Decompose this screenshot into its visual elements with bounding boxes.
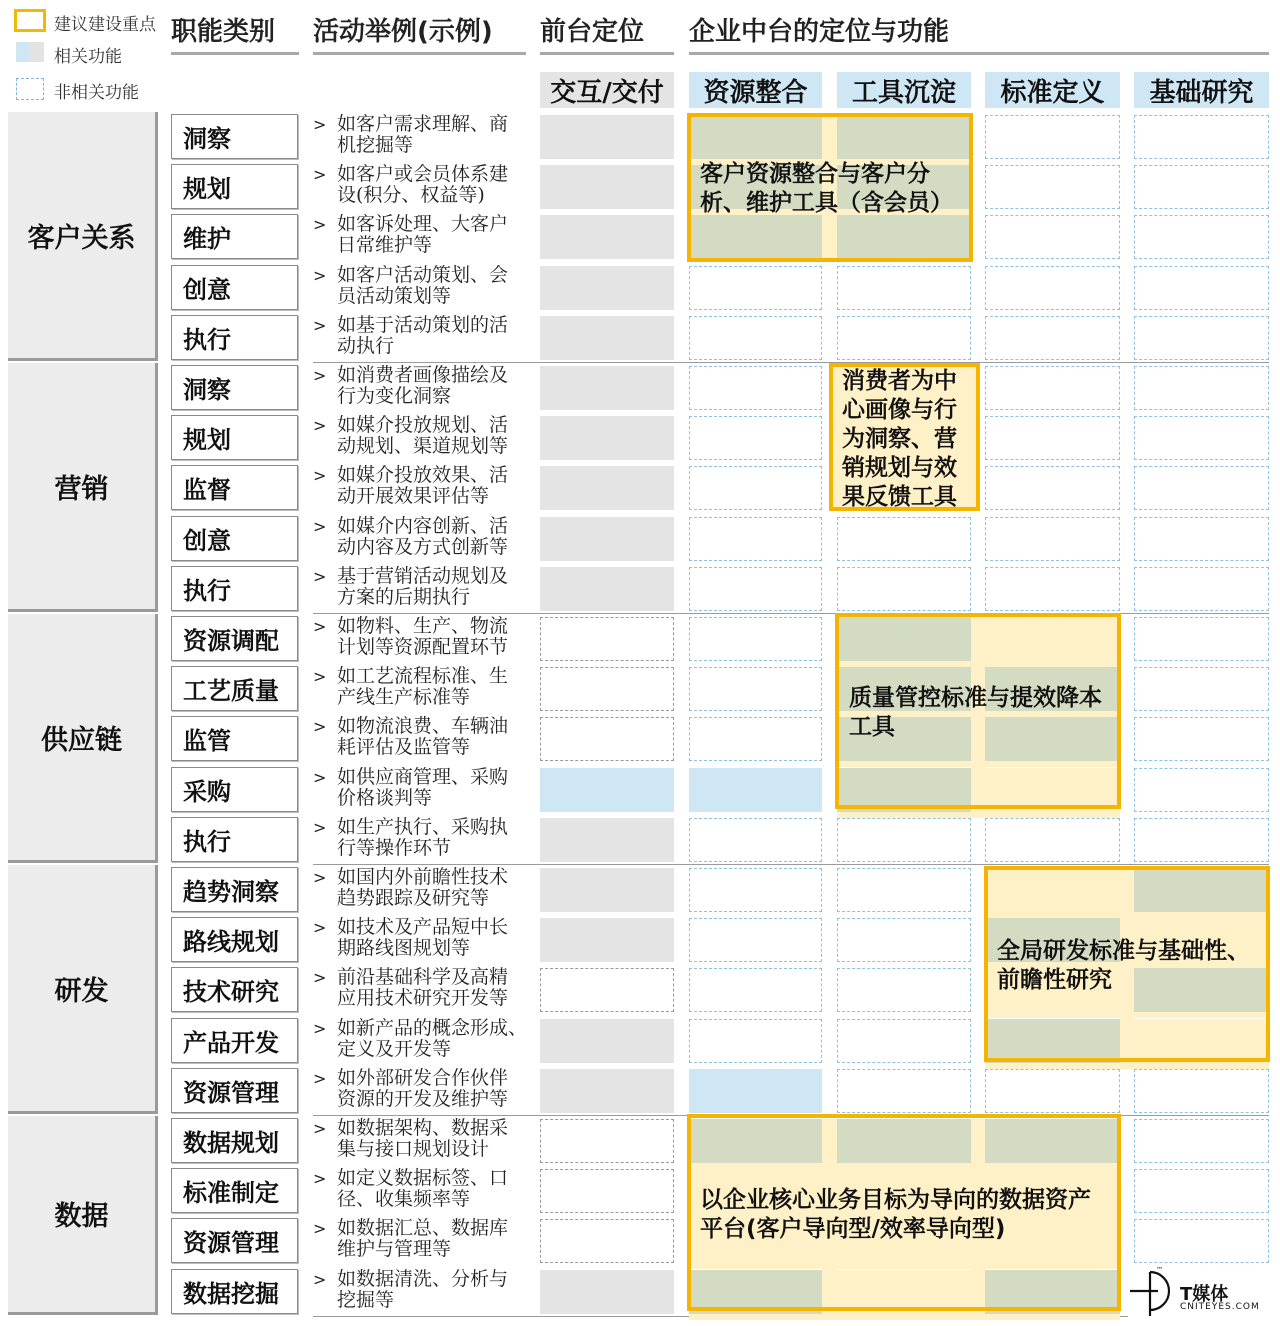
section-divider [313, 362, 1269, 363]
activity-example [313, 516, 533, 562]
chevron-right-icon: > [313, 366, 327, 385]
activity-line: 如客户活动策划、会 [337, 263, 509, 286]
front-cell [540, 818, 674, 862]
activity-text [337, 465, 533, 507]
activity-example [313, 716, 533, 762]
activity-line: 资源的开发及维护等 [337, 1087, 509, 1110]
activity-line: 如消费者画像描绘及 [337, 364, 509, 386]
middle-cell [985, 115, 1120, 159]
activity-line: 径、收集频率等 [337, 1188, 471, 1211]
function-label: 数据挖掘 [171, 1269, 298, 1314]
activity-example [313, 767, 533, 813]
activity-example [313, 1168, 533, 1214]
activity-line: 如媒介投放效果、活 [337, 464, 509, 487]
chevron-right-icon: > [313, 767, 327, 787]
activity-text [337, 616, 533, 658]
header-underline [540, 52, 674, 55]
activity-text [337, 1118, 533, 1160]
activity-example [313, 566, 533, 612]
chevron-right-icon: > [313, 1119, 327, 1138]
middle-cell [689, 868, 822, 912]
activity-text [337, 315, 533, 357]
activity-text [337, 767, 533, 809]
middle-cell [689, 1019, 822, 1063]
column-header-middle: 资源整合 [689, 72, 822, 108]
middle-cell [689, 366, 822, 410]
front-cell [540, 918, 674, 962]
category-label: 营销 [8, 363, 158, 612]
activity-example [313, 666, 533, 712]
chevron-right-icon: > [313, 215, 327, 235]
middle-cell [689, 818, 822, 862]
middle-cell [1134, 768, 1269, 812]
middle-cell [837, 316, 971, 360]
focus-highlight-text: 全局研发标准与基础性、前瞻性研究 [997, 938, 1250, 993]
front-cell [540, 517, 674, 561]
function-label: 创意 [171, 516, 298, 561]
activity-text [337, 114, 533, 156]
activity-line: 如客诉处理、大客户 [337, 213, 509, 236]
activity-line: 员活动策划等 [337, 284, 452, 307]
activity-text [337, 1068, 533, 1110]
function-label: 趋势洞察 [171, 867, 298, 912]
middle-cell [689, 266, 822, 310]
front-cell [540, 316, 674, 360]
middle-cell [837, 1019, 971, 1063]
activity-line: 动内容及方式创新等 [337, 535, 509, 558]
highlight-fill [689, 1314, 1120, 1320]
front-cell [540, 416, 674, 460]
middle-cell [1134, 266, 1269, 310]
activity-text [337, 1218, 533, 1260]
middle-cell [837, 868, 971, 912]
chevron-right-icon: > [313, 1018, 327, 1038]
activity-line: 日常维护等 [337, 234, 433, 257]
activity-line: 定义及开发等 [337, 1037, 452, 1060]
middle-cell [985, 215, 1120, 259]
middle-cell [837, 1069, 971, 1113]
middle-cell [689, 968, 822, 1012]
activity-example [313, 817, 533, 863]
front-cell [540, 466, 674, 510]
middle-cell [985, 517, 1120, 561]
middle-cell [837, 266, 971, 310]
function-label: 监管 [171, 716, 298, 761]
chevron-right-icon: > [313, 617, 327, 636]
middle-cell [689, 416, 822, 460]
activity-line: 如新产品的概念形成、 [337, 1016, 528, 1039]
middle-cell [1134, 165, 1269, 209]
middle-cell [1134, 1069, 1269, 1113]
chevron-right-icon: > [313, 115, 327, 134]
middle-cell [837, 968, 971, 1012]
function-label: 资源管理 [171, 1218, 298, 1263]
middle-cell [1134, 717, 1269, 761]
activity-example [313, 114, 533, 160]
activity-example [313, 917, 533, 963]
activity-line: 如客户需求理解、商 [337, 113, 509, 135]
activity-text [337, 265, 533, 307]
function-label: 产品开发 [171, 1018, 298, 1063]
middle-cell [1134, 466, 1269, 510]
front-cell [540, 667, 674, 711]
header-underline [171, 52, 299, 55]
front-cell [540, 868, 674, 912]
activity-line: 如供应商管理、采购 [337, 765, 509, 788]
legend-unrelated-label: 非相关功能 [54, 83, 139, 103]
front-cell [540, 1069, 674, 1113]
middle-cell [689, 617, 822, 661]
chevron-right-icon: > [313, 416, 327, 436]
middle-cell [985, 818, 1120, 862]
activity-line: 方案的后期执行 [337, 585, 471, 608]
front-cell [540, 115, 674, 159]
middle-cell [985, 266, 1120, 310]
middle-cell [985, 567, 1120, 611]
function-label: 工艺质量 [171, 666, 298, 711]
chevron-right-icon: > [313, 466, 327, 486]
front-cell [540, 1270, 674, 1314]
activity-line: 如国内外前瞻性技术 [337, 866, 509, 888]
activity-text [337, 1018, 533, 1060]
activity-example [313, 1269, 533, 1315]
middle-cell [1134, 1119, 1269, 1163]
legend-related-label: 相关功能 [54, 47, 122, 67]
activity-example [313, 315, 533, 361]
front-cell [540, 266, 674, 310]
front-cell [540, 567, 674, 611]
middle-cell [985, 165, 1120, 209]
function-label: 资源调配 [171, 616, 298, 661]
brand-logo [1128, 1266, 1274, 1318]
activity-line: 如数据清洗、分析与 [337, 1267, 509, 1290]
activity-line: 产线生产标准等 [337, 686, 471, 709]
chevron-right-icon: > [313, 918, 327, 938]
chevron-right-icon: > [313, 566, 327, 586]
legend-related-swatch [16, 42, 44, 62]
highlight-fill [985, 1063, 1269, 1069]
chevron-right-icon: > [313, 265, 327, 285]
activity-line: 如媒介内容创新、活 [337, 514, 509, 537]
section-divider [313, 613, 1269, 614]
highlight-fill [837, 812, 1120, 818]
column-header-middle: 标准定义 [985, 72, 1120, 108]
middle-cell [1134, 818, 1269, 862]
activity-line: 趋势跟踪及研究等 [337, 887, 490, 909]
function-label: 执行 [171, 817, 298, 862]
middle-cell [837, 818, 971, 862]
middle-cell [985, 316, 1120, 360]
activity-line: 如数据架构、数据采 [337, 1117, 509, 1139]
activity-line: 动开展效果评估等 [337, 485, 490, 508]
activity-example [313, 365, 533, 411]
activity-line: 如定义数据标签、口 [337, 1167, 509, 1190]
legend-focus-label: 建议建设重点 [54, 15, 156, 35]
front-cell [540, 1169, 674, 1213]
middle-cell [1134, 316, 1269, 360]
chevron-right-icon: > [313, 315, 327, 335]
front-cell [540, 968, 674, 1012]
chevron-right-icon: > [313, 667, 327, 687]
middle-cell [1134, 366, 1269, 410]
middle-cell [689, 567, 822, 611]
activity-line: 如工艺流程标准、生 [337, 665, 509, 688]
middle-cell [837, 918, 971, 962]
activity-example [313, 214, 533, 260]
function-label: 技术研究 [171, 967, 298, 1012]
middle-cell [985, 1069, 1120, 1113]
activity-line: 耗评估及监管等 [337, 736, 471, 759]
middle-cell [1134, 567, 1269, 611]
middle-cell [1134, 517, 1269, 561]
activity-text [337, 967, 533, 1009]
column-header-middle: 工具沉淀 [837, 72, 971, 108]
activity-line: 挖掘等 [337, 1288, 395, 1311]
activity-line: 如基于活动策划的活 [337, 313, 509, 336]
category-label: 研发 [8, 865, 158, 1114]
front-cell [540, 366, 674, 410]
function-label: 洞察 [171, 114, 298, 159]
activity-example [313, 967, 533, 1013]
focus-highlight-text: 客户资源整合与客户分析、维护工具（含会员） [700, 161, 953, 216]
middle-cell [689, 667, 822, 711]
activity-line: 动执行 [337, 334, 395, 357]
middle-cell [837, 517, 971, 561]
middle-cell [985, 466, 1120, 510]
activity-line: 如媒介投放规划、活 [337, 414, 509, 437]
activity-example [313, 1068, 533, 1114]
chevron-right-icon: > [313, 717, 327, 737]
middle-cell [1134, 617, 1269, 661]
legend-unrelated-swatch [16, 78, 44, 100]
middle-cell [689, 316, 822, 360]
front-cell [540, 1219, 674, 1263]
category-label: 客户关系 [8, 112, 158, 361]
activity-line: 机挖掘等 [337, 134, 414, 156]
function-label: 洞察 [171, 365, 298, 410]
activity-text [337, 365, 533, 407]
activity-text [337, 917, 533, 959]
chevron-right-icon: > [313, 1169, 327, 1189]
activity-line: 行等操作环节 [337, 836, 452, 859]
activity-line: 行为变化洞察 [337, 385, 452, 407]
middle-cell [1134, 1219, 1269, 1263]
function-label: 资源管理 [171, 1068, 298, 1113]
activity-example [313, 164, 533, 210]
header-front-position: 前台定位 [540, 17, 645, 47]
activity-line: 价格谈判等 [337, 786, 433, 809]
activity-line: 前沿基础科学及高精 [337, 966, 509, 989]
focus-highlight-text: 消费者为中心画像与行为洞察、营销规划与效果反馈工具 [842, 368, 957, 510]
middle-cell [689, 768, 822, 812]
activity-line: 应用技术研究开发等 [337, 987, 509, 1010]
front-cell [540, 1119, 674, 1163]
function-label: 执行 [171, 315, 298, 360]
chevron-right-icon: > [313, 1269, 327, 1289]
middle-cell [1134, 115, 1269, 159]
legend-focus-swatch [14, 9, 46, 32]
front-cell [540, 215, 674, 259]
activity-line: 维护与管理等 [337, 1238, 452, 1261]
logo-mark-icon [1128, 1266, 1176, 1318]
activity-text [337, 164, 533, 206]
header-activity-examples: 活动举例(示例) [313, 17, 493, 47]
middle-cell [1134, 215, 1269, 259]
chevron-right-icon: > [313, 817, 327, 837]
activity-text [337, 566, 533, 608]
activity-line: 计划等资源配置环节 [337, 636, 509, 658]
activity-example [313, 1218, 533, 1264]
header-function-category: 职能类别 [171, 17, 276, 47]
middle-cell [689, 466, 822, 510]
activity-example [313, 465, 533, 511]
function-label: 标准制定 [171, 1168, 298, 1213]
activity-line: 如外部研发合作伙伴 [337, 1066, 509, 1089]
middle-cell [689, 918, 822, 962]
activity-example [313, 1018, 533, 1064]
activity-example [313, 867, 533, 913]
activity-line: 如技术及产品短中长 [337, 916, 509, 939]
function-label: 路线规划 [171, 917, 298, 962]
activity-text [337, 516, 533, 558]
middle-cell [1134, 416, 1269, 460]
activity-example [313, 1118, 533, 1164]
activity-line: 如物流浪费、车辆油 [337, 715, 509, 738]
activity-example [313, 616, 533, 662]
activity-line: 基于营销活动规划及 [337, 564, 509, 587]
activity-line: 如客户或会员体系建 [337, 163, 509, 186]
activity-text [337, 214, 533, 256]
section-divider [313, 864, 1269, 865]
activity-text [337, 1168, 533, 1210]
activity-text [337, 867, 533, 909]
middle-cell [689, 517, 822, 561]
function-label: 规划 [171, 415, 298, 460]
logo-domain: CNITEYES.COM [1180, 1302, 1260, 1312]
function-label: 创意 [171, 265, 298, 310]
chevron-right-icon: > [313, 968, 327, 988]
function-label: 执行 [171, 566, 298, 611]
focus-highlight-text: 质量管控标准与提效降本工具 [849, 685, 1102, 740]
middle-cell [985, 416, 1120, 460]
activity-line: 设(积分、权益等) [337, 184, 485, 207]
activity-example [313, 415, 533, 461]
front-cell [540, 165, 674, 209]
function-label: 规划 [171, 164, 298, 209]
middle-cell [985, 366, 1120, 410]
middle-cell [689, 1069, 822, 1113]
activity-line: 动规划、渠道规划等 [337, 435, 509, 458]
activity-line: 期路线图规划等 [337, 937, 471, 960]
category-label: 供应链 [8, 614, 158, 863]
front-cell [540, 717, 674, 761]
focus-highlight-text: 以企业核心业务目标为导向的数据资产平台(客户导向型/效率导向型) [700, 1187, 1091, 1242]
middle-cell [837, 567, 971, 611]
function-label: 监督 [171, 465, 298, 510]
middle-cell [689, 717, 822, 761]
activity-text [337, 1269, 533, 1311]
middle-cell [1134, 1169, 1269, 1213]
activity-line: 集与接口规划设计 [337, 1138, 490, 1160]
activity-line: 如生产执行、采购执 [337, 815, 509, 838]
logo-name: T媒体 [1180, 1284, 1229, 1305]
function-label: 采购 [171, 767, 298, 812]
header-underline [689, 52, 1269, 55]
column-header-middle: 基础研究 [1134, 72, 1269, 108]
activity-text [337, 817, 533, 859]
logo-trademark: ™ [1156, 1266, 1164, 1274]
chevron-right-icon: > [313, 868, 327, 887]
chevron-right-icon: > [313, 165, 327, 185]
activity-text [337, 716, 533, 758]
chevron-right-icon: > [313, 1219, 327, 1239]
middle-cell [1134, 667, 1269, 711]
activity-line: 如数据汇总、数据库 [337, 1217, 509, 1240]
front-cell [540, 1019, 674, 1063]
column-header-front: 交互/交付 [540, 72, 674, 108]
chevron-right-icon: > [313, 1068, 327, 1088]
front-cell [540, 768, 674, 812]
activity-text [337, 415, 533, 457]
header-middle-platform: 企业中台的定位与功能 [689, 17, 950, 47]
function-label: 数据规划 [171, 1118, 298, 1163]
function-label: 维护 [171, 214, 298, 259]
activity-line: 如物料、生产、物流 [337, 615, 509, 637]
activity-text [337, 666, 533, 708]
chevron-right-icon: > [313, 516, 327, 536]
activity-example [313, 265, 533, 311]
front-cell [540, 617, 674, 661]
category-label: 数据 [8, 1116, 158, 1315]
header-underline [313, 52, 526, 55]
